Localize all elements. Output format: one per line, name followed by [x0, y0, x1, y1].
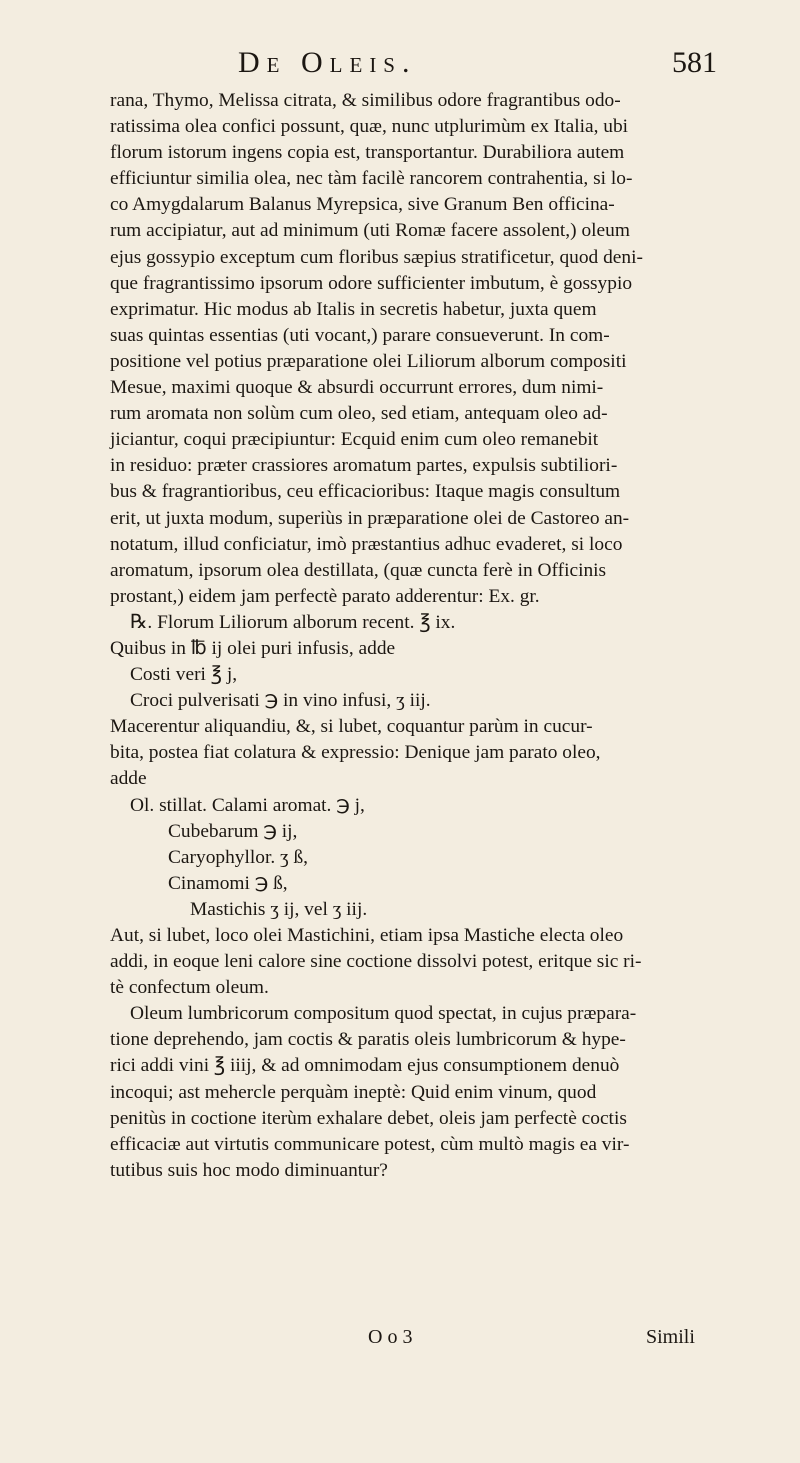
text-line: suas quintas essentias (uti vocant,) parare consueverunt. In com-	[110, 324, 610, 346]
text-line: Oleum lumbricorum compositum quod spectat, in cujus præpara-	[130, 1003, 637, 1025]
text-line: aromatum, ipsorum olea destillata, (quæ cuncta ferè in Officinis	[110, 559, 607, 581]
recipe-line: Croci pulverisati ℈ in vino infusi, ʒ iij.	[130, 690, 431, 712]
text-line: incoqui; ast mehercle perquàm ineptè: Quid enim vinum, quod	[110, 1081, 597, 1103]
running-title: De Oleis.	[238, 46, 417, 79]
text-line: erit, ut juxta modum, superiùs in præparatione olei de Castoreo an-	[110, 507, 630, 529]
text-line: ejus gossypio exceptum cum floribus sæpius stratificetur, quod deni-	[110, 246, 643, 268]
text-line: que fragrantissimo ipsorum odore sufficienter imbutum, è gossypio	[110, 272, 633, 294]
text-line: tè confectum oleum.	[110, 977, 269, 999]
text-line: rum accipiatur, aut ad minimum (uti Romæ facere assolent,) oleum	[110, 220, 630, 242]
text-line: rana, Thymo, Melissa citrata, & similibus odore fragrantibus odo-	[110, 90, 621, 111]
text-line: penitùs in coctione iterùm exhalare debet, oleis jam perfectè coctis	[110, 1107, 627, 1129]
page-footer	[0, 1326, 800, 1356]
recipe-line: ℞. Florum Liliorum alborum recent. ℥ ix.	[130, 611, 456, 633]
signature-mark: O o 3	[368, 1326, 413, 1348]
text-line: Mesue, maximi quoque & absurdi occurrunt errores, dum nimi-	[110, 377, 604, 399]
text-line: Macerentur aliquandiu, &, si lubet, coquantur parùm in cucur-	[110, 716, 593, 738]
text-line: florum istorum ingens copia est, transportantur. Durabiliora autem	[110, 142, 625, 164]
text-line: efficaciæ aut virtutis communicare potest, cùm multò magis ea vir-	[110, 1133, 630, 1155]
recipe-line: Ol. stillat. Calami aromat. ℈ j,	[130, 794, 365, 816]
text-line: tutibus suis hoc modo diminuantur?	[110, 1159, 388, 1181]
recipe-line: Mastichis ʒ ij, vel ʒ iij.	[190, 898, 368, 920]
text-line: rum aromata non solùm cum oleo, sed etiam, antequam oleo ad-	[110, 403, 608, 425]
text-line: bus & fragrantioribus, ceu efficacioribus: Itaque magis consultum	[110, 481, 621, 503]
recipe-line: Caryophyllor. ʒ ß,	[168, 846, 309, 868]
page-number: 581	[672, 46, 717, 79]
text-line: rici addi vini ℥ iiij, & ad omnimodam ejus consumptionem denuò	[110, 1055, 620, 1077]
body-text	[110, 88, 716, 1184]
text-line: ratissima olea confici possunt, quæ, nunc utplurimùm ex Italia, ubi	[110, 116, 629, 138]
text-line: exprimatur. Hic modus ab Italis in secretis habetur, juxta quem	[110, 298, 597, 320]
text-line: in residuo: præter crassiores aromatum partes, expulsis subtiliori-	[110, 455, 618, 477]
text-line: Aut, si lubet, loco olei Mastichini, etiam ipsa Mastiche electa oleo	[110, 925, 624, 946]
text-line: jiciantur, coqui præcipiuntur: Ecquid enim cum oleo remanebit	[110, 429, 599, 451]
text-line: co Amygdalarum Balanus Myrepsica, sive Granum Ben officina-	[110, 194, 615, 216]
recipe-line: Costi veri ℥ j,	[130, 664, 238, 686]
page-header	[0, 46, 800, 86]
text-line: Quibus in ℔ ij olei puri infusis, adde	[110, 637, 396, 659]
text-line: addi, in eoque leni calore sine coctione dissolvi potest, eritque sic ri-	[110, 951, 642, 973]
text-line: efficiuntur similia olea, nec tàm facilè rancorem contrahentia, si lo-	[110, 168, 633, 190]
text-line: tione deprehendo, jam coctis & paratis oleis lumbricorum & hype-	[110, 1029, 626, 1051]
text-line: bita, postea fiat colatura & expressio: Denique jam parato oleo,	[110, 742, 601, 764]
catchword: Simili	[646, 1326, 695, 1348]
recipe-line: Cubebarum ℈ ij,	[168, 820, 298, 842]
recipe-line: Cinamomi ℈ ß,	[168, 872, 288, 894]
text-line: adde	[110, 768, 147, 790]
text-line: notatum, illud conficiatur, imò præstantius adhuc evaderet, si loco	[110, 533, 623, 555]
text-line: prostant,) eidem jam perfectè parato adderentur: Ex. gr.	[110, 585, 540, 607]
text-line: positione vel potius præparatione olei Liliorum alborum compositi	[110, 350, 627, 372]
